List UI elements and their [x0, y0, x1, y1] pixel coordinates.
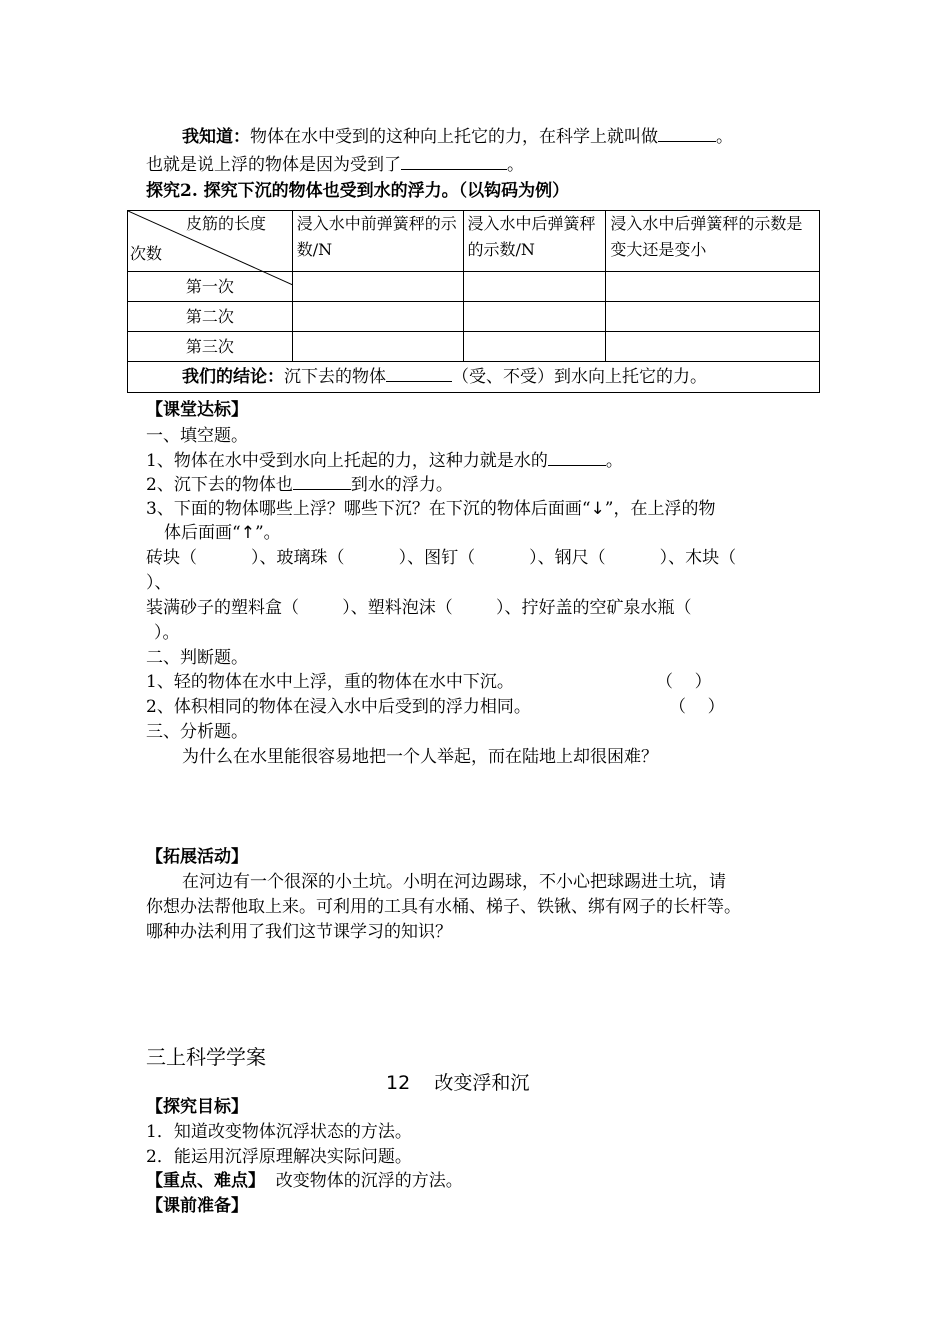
prep-heading: 【课前准备】 [146, 1196, 248, 1216]
blank-force-received[interactable] [401, 152, 507, 170]
header-before: 浸入水中前弹簧秤的示数/N [292, 211, 463, 272]
cell-2-after[interactable] [463, 302, 606, 332]
items-line-1: 砖块（ ）、玻璃珠（ ）、图钉（ ）、钢尺（ ）、木块（ [146, 548, 737, 568]
cell-3-before[interactable] [292, 332, 463, 362]
question-3-text-a: 3、下面的物体哪些上浮？哪些下沉？在下沉的物体后面画“ [146, 499, 591, 519]
key-text: 改变物体的沉浮的方法。 [265, 1171, 463, 1191]
question-3-text-c: 体后面画“ [164, 523, 241, 543]
header-after: 浸入水中后弹簧秤的示数/N [463, 211, 606, 272]
know-line-2 [146, 152, 524, 177]
judge-2: 2、体积相同的物体在浸入水中后受到的浮力相同。 [146, 697, 531, 717]
judge-1: 1、轻的物体在水中上浮，重的物体在水中下沉。 [146, 672, 514, 692]
row-label-3: 第三次 [128, 332, 293, 362]
cell-2-before[interactable] [292, 302, 463, 332]
course-title: 三上科学学案 [146, 1045, 266, 1069]
question-3-text-d: ”。 [254, 523, 281, 543]
blank-q1[interactable] [548, 448, 606, 466]
cell-1-after[interactable] [463, 272, 606, 302]
arrow-up-icon: ↑ [240, 523, 255, 543]
know-text-1: 物体在水中受到的这种向上托它的力，在科学上就叫做 [250, 127, 658, 147]
row-label-2: 第二次 [128, 302, 293, 332]
question-3-line-2 [164, 521, 281, 545]
question-2-text: 2、沉下去的物体也 [146, 475, 293, 495]
question-3-text-b: ”，在上浮的物 [604, 499, 716, 519]
extend-para-line-2: 你想办法帮他取上来。可利用的工具有水桶、梯子、铁锹、绑有网子的长杆等。 [146, 897, 741, 917]
judge-1-answer[interactable]: （ ） [656, 672, 712, 692]
table-corner-cell [128, 211, 293, 272]
arrow-down-icon: ↓ [590, 499, 605, 519]
corner-top-label: 皮筋的长度 [186, 214, 267, 233]
key-heading: 【重点、难点】 [146, 1171, 265, 1191]
blank-q2[interactable] [293, 472, 351, 490]
items-line-2: 装满砂子的塑料盒（ ）、塑料泡沫（ ）、拧好盖的空矿泉水瓶（ [146, 598, 692, 618]
question-3-line-1 [146, 497, 715, 521]
conclusion-text-1: 沉下去的物体 [284, 367, 386, 387]
cell-2-change[interactable] [606, 302, 820, 332]
know-text-2: 也就是说上浮的物体是因为受到了 [146, 155, 401, 175]
conclusion-label: 我们的结论： [182, 367, 284, 387]
blank-buoyancy-term[interactable] [658, 124, 716, 142]
extend-heading: 【拓展活动】 [146, 847, 248, 867]
analysis-question: 为什么在水里能很容易地把一个人举起，而在陆地上却很困难？ [182, 747, 658, 767]
question-1-end: 。 [605, 451, 623, 471]
conclusion-row [128, 362, 820, 393]
question-2 [146, 472, 453, 497]
lesson-title: 12 改变浮和沉 [386, 1072, 530, 1094]
question-1 [146, 448, 623, 473]
extend-para-line-3: 哪种办法利用了我们这节课学习的知识？ [146, 922, 452, 942]
corner-bottom-label: 次数 [130, 244, 163, 263]
question-1-text: 1、物体在水中受到水向上托起的力，这种力就是水的 [146, 451, 548, 471]
know-line-1 [182, 124, 733, 149]
section-fill-blank: 一、填空题。 [146, 426, 248, 446]
know-text-1-end: 。 [716, 127, 733, 147]
question-2-end: 到水的浮力。 [350, 475, 453, 495]
cell-1-change[interactable] [606, 272, 820, 302]
classwork-heading: 【课堂达标】 [146, 400, 248, 420]
section-analysis: 三、分析题。 [146, 722, 248, 742]
conclusion-text-2: （受、不受）到水向上托它的力。 [452, 367, 707, 387]
goal-1: 1．知道改变物体沉浮状态的方法。 [146, 1122, 412, 1142]
items-line-1-end: ）、 [146, 573, 172, 593]
experiment-table [127, 210, 820, 393]
header-change: 浸入水中后弹簧秤的示数是变大还是变小 [606, 211, 820, 272]
blank-conclusion[interactable] [386, 364, 452, 382]
items-line-2-end: ）。 [154, 623, 180, 643]
key-points [146, 1169, 463, 1193]
know-text-2-end: 。 [507, 155, 524, 175]
goal-2: 2．能运用沉浮原理解决实际问题。 [146, 1147, 412, 1167]
cell-3-change[interactable] [606, 332, 820, 362]
extend-para-line-1: 在河边有一个很深的小土坑。小明在河边踢球，不小心把球踢进土坑，请 [182, 872, 726, 892]
cell-1-before[interactable] [292, 272, 463, 302]
cell-3-after[interactable] [463, 332, 606, 362]
section-true-false: 二、判断题。 [146, 648, 248, 668]
row-label-1: 第一次 [128, 272, 293, 302]
goal-heading: 【探究目标】 [146, 1097, 248, 1117]
know-label: 我知道： [182, 127, 250, 147]
judge-2-answer[interactable]: （ ） [669, 697, 725, 717]
explore2-title: 探究2. 探究下沉的物体也受到水的浮力。（以钩码为例） [146, 181, 570, 201]
